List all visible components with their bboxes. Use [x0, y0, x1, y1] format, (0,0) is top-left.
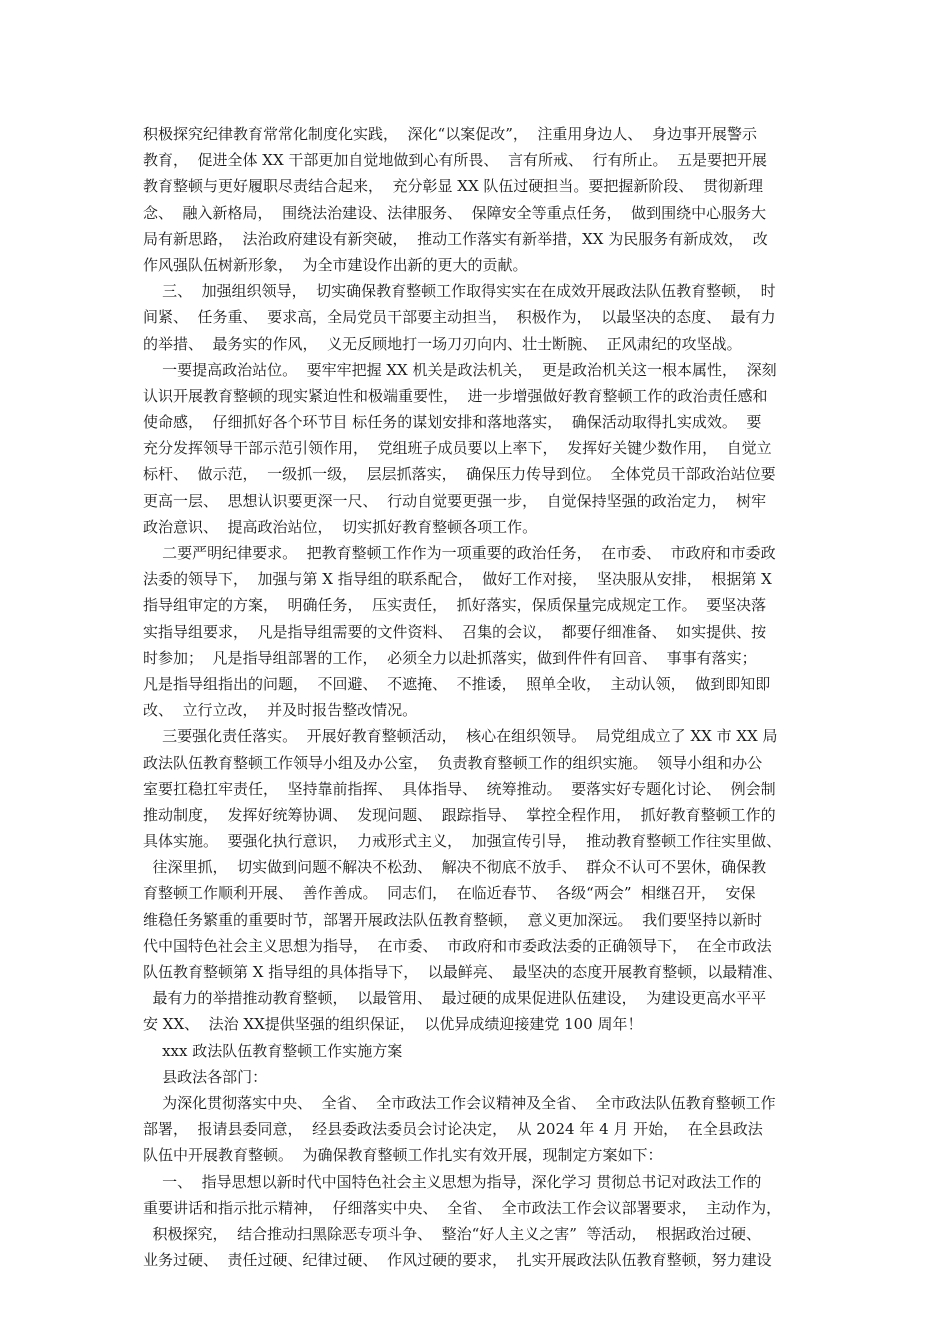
text-line: 维稳任务繁重的重要时节，部署开展政法队伍教育整顿， 意义更加深远。 我们要坚持以新时 — [143, 910, 763, 929]
text-line: 队伍教育整顿第 X 指导组的具体指导下， 以最鲜亮、 最坚决的态度开展教育整顿，以最精准、 — [143, 963, 783, 981]
text-line: 室要扛稳扛牢责任， 坚持靠前指挥、 具体指导、 统筹推动。 要落实好专题化讨论、 例会制 — [143, 779, 776, 798]
text-line: 业务过硬、 责任过硬、纪律过硬、 作风过硬的要求， 扎实开展政法队伍教育整顿，努力建设 — [143, 1251, 772, 1270]
text-line: 最有力的举措推动教育整顿， 以最管用、 最过硬的成果促进队伍建设， 为建设更高水平平 — [143, 989, 767, 1008]
text-line: 三、 加强组织领导， 切实确保教育整顿工作取得实实在在成效开展政法队伍教育整顿， 时 — [143, 282, 776, 301]
text-line: 的举措、 最务实的作风， 义无反顾地打一场刀刃向内、壮士断腕、 正风肃纪的攻坚战。 — [143, 334, 742, 353]
text-line: 政治意识、 提高政治站位， 切实抓好教育整顿各项工作。 — [143, 517, 538, 536]
text-line: 教育， 促进全体 XX 干部更加自觉地做到心有所畏、 言有所戒、 行有所止。 五是要把开展 — [143, 151, 768, 170]
text-line: 改、 立行立改， 并及时报告整改情况。 — [143, 701, 418, 720]
document-body — [143, 121, 823, 1273]
text-line: 县政法各部门： — [143, 1067, 268, 1086]
text-line: 凡是指导组指出的问题， 不回避、 不遮掩、 不推诿， 照单全收， 主动认领， 做到即知即 — [143, 674, 771, 693]
text-line: 指导组审定的方案， 明确任务， 压实责任， 抓好落实，保质保量完成规定工作。 要坚决落 — [143, 596, 767, 615]
text-line: 时参加； 凡是指导组部署的工作， 必须全力以赴抓落实，做到件件有回音、 事事有落实； — [143, 648, 757, 667]
text-line: 念、 融入新格局， 围绕法治建设、法律服务、 保障安全等重点任务， 做到围绕中心服务大 — [143, 203, 767, 222]
text-line: 二要严明纪律要求。 把教育整顿工作作为一项重要的政治任务， 在市委、 市政府和市委政 — [143, 544, 776, 562]
text-line: 实指导组要求， 凡是指导组需要的文件资料、 召集的会议， 都要仔细准备、 如实提供、按 — [143, 622, 767, 641]
text-line: 一、 指导思想以新时代中国特色社会主义思想为指导，深化学习 贯彻总书记对政法工作的 — [143, 1172, 762, 1191]
text-line: 使命感， 仔细抓好各个环节目 标任务的谋划安排和落地落实， 确保活动取得扎实成效。 要 — [143, 413, 762, 432]
text-line: 育整顿工作顺利开展、 善作善成。 同志们， 在临近春节、 各级“两会” 相继召开， 安保 — [143, 884, 756, 903]
text-line: 充分发挥领导干部示范引领作用， 党组班子成员要以上率下， 发挥好关键少数作用， 自觉立 — [143, 439, 772, 458]
text-line: xxx 政法队伍教育整顿工作实施方案 — [143, 1041, 403, 1060]
text-line: 具体实施。 要强化执行意识， 力戒形式主义， 加强宣传引导， 推动教育整顿工作往实里做、 — [143, 832, 782, 851]
text-line: 一要提高政治站位。 要牢牢把握 XX 机关是政法机关， 更是政治机关这一根本属性， 深刻 — [143, 360, 777, 379]
text-line: 队伍中开展教育整顿。 为确保教育整顿工作扎实有效开展，现制定方案如下： — [143, 1146, 663, 1165]
text-line: 间紧、 任务重、 要求高，全局党员干部要主动担当， 积极作为， 以最坚决的态度、 最有力 — [143, 308, 776, 327]
text-line: 标杆、 做示范， 一级抓一级， 层层抓落实， 确保压力传导到位。 全体党员干部政治站位要 — [143, 465, 776, 484]
text-line: 为深化贯彻落实中央、 全省、 全市政法工作会议精神及全省、 全市政法队伍教育整顿工作 — [143, 1093, 776, 1112]
text-line: 局有新思路， 法治政府建设有新突破， 推动工作落实有新举措，XX 为民服务有新成效， 改 — [143, 229, 768, 248]
text-line: 政法队伍教育整顿工作领导小组及办公室， 负责教育整顿工作的组织实施。 领导小组和办公 — [143, 753, 763, 772]
text-line: 认识开展教育整顿的现实紧迫性和极端重要性， 进一步增强做好教育整顿工作的政治责任感和 — [143, 386, 768, 405]
text-line: 部署， 报请县委同意， 经县委政法委员会讨论决定， 从 2024 年 4 月 开始， 在全县政法 — [143, 1120, 763, 1139]
text-line: 更高一层、 思想认识要更深一尺、 行动自觉要更强一步， 自觉保持坚强的政治定力， 树牢 — [143, 491, 767, 510]
text-line: 重要讲话和指示批示精神， 仔细落实中央、 全省、 全市政法工作会议部署要求， 主动作为， — [143, 1198, 782, 1217]
text-line: 安 XX、 法治 XX提供坚强的组织保证， 以优异成绩迎接建党 100 周年！ — [143, 1015, 643, 1034]
text-line: 积极探究纪律教育常常化制度化实践， 深化“以案促改”， 注重用身边人、 身边事开展警示 — [143, 125, 757, 143]
text-line: 积极探究， 结合推动扫黑除恶专项斗争、 整治“好人主义之害” 等活动， 根据政治过硬、 — [143, 1224, 762, 1243]
text-line: 三要强化责任落实。 开展好教育整顿活动， 核心在组织领导。 局党组成立了 XX 市 XX 局 — [143, 727, 778, 746]
text-line: 往深里抓， 切实做到问题不解决不松劲、 解决不彻底不放手、 群众不认可不罢休，确保教 — [143, 858, 767, 877]
text-line: 推动制度， 发挥好统筹协调、 发现问题、 跟踪指导、 掌控全程作用， 抓好教育整顿工作的 — [143, 805, 776, 824]
text-line: 教育整顿与更好履职尽责结合起来， 充分彰显 XX 队伍过硬担当。要把握新阶段、 贯彻新理 — [143, 177, 763, 196]
text-line: 法委的领导下， 加强与第 X 指导组的联系配合， 做好工作对接， 坚决服从安排， 根据第 X — [143, 570, 772, 589]
text-line: 代中国特色社会主义思想为指导， 在市委、 市政府和市委政法委的正确领导下， 在全市政法 — [143, 936, 772, 955]
text-line: 作风强队伍树新形象， 为全市建设作出新的更大的贡献。 — [143, 255, 528, 274]
